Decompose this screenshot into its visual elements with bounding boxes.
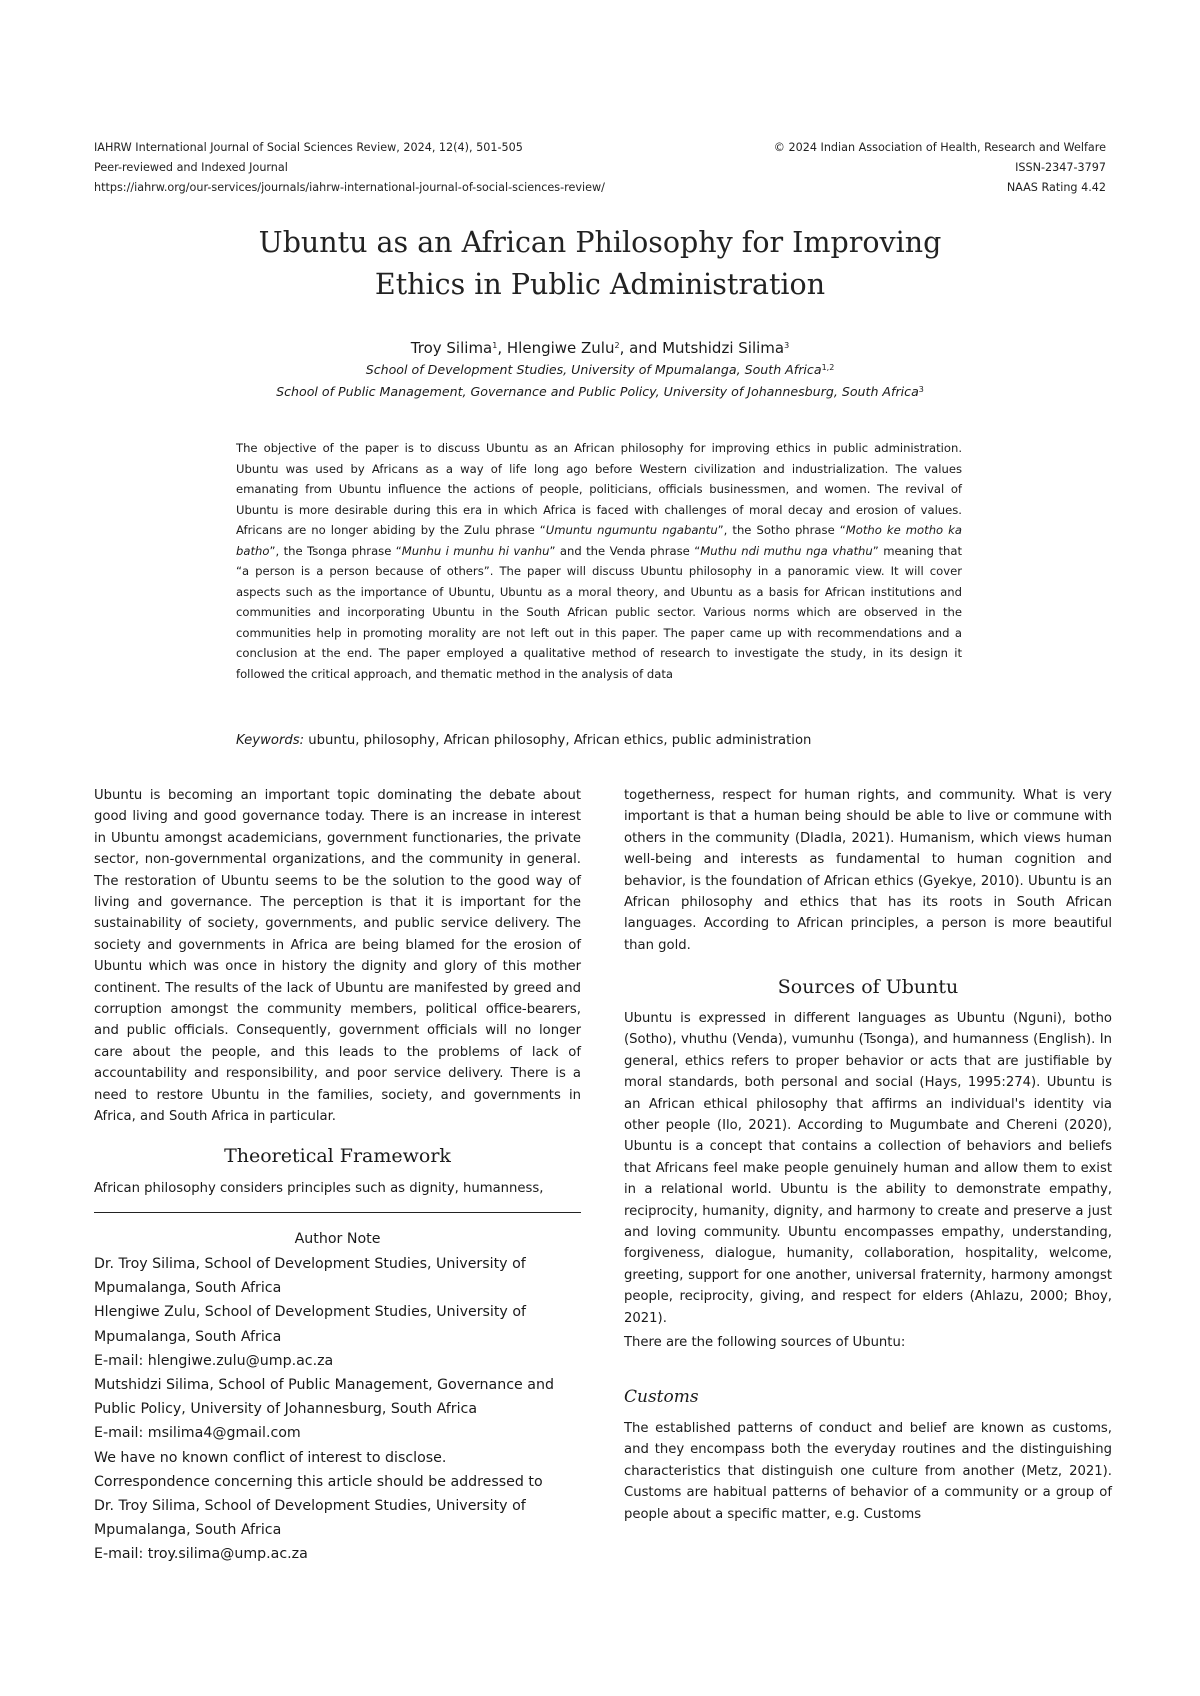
peer-review-note: Peer-reviewed and Indexed Journal bbox=[94, 161, 288, 174]
customs-text bbox=[624, 1418, 1112, 1525]
paper-title-line-1: Ubuntu as an African Philosophy for Improving bbox=[258, 226, 942, 259]
paper-title-line-2: Ethics in Public Administration bbox=[374, 268, 826, 301]
keywords-text: ubuntu, philosophy, African philosophy, African ethics, public administration bbox=[304, 733, 812, 748]
right-column-continuation bbox=[624, 785, 1112, 956]
author-1-affil-mark: 1 bbox=[492, 341, 498, 350]
abstract bbox=[236, 438, 962, 684]
left-column-intro bbox=[94, 785, 581, 1128]
affiliation-1 bbox=[0, 360, 1200, 380]
affiliation-2-text: School of Public Management, Governance and Public Policy, University of Johannesburg, South Africa bbox=[276, 384, 919, 399]
section-heading-sources-of-ubuntu: Sources of Ubuntu bbox=[777, 976, 959, 998]
naas-rating: NAAS Rating 4.42 bbox=[1006, 181, 1106, 194]
intro-paragraph: Ubuntu is becoming an important topic dominating the debate about good living and good governance today. There is an increase in interest in Ubuntu amongst academicians, government functionaries, the private sector, non-governmental organizations, and the community in general. The restoration of Ubuntu seems to be the solution to the good way of living and governance. The perception is that it is important for the sustainability of society, governments, and public service delivery. The society and governments in Africa are being blamed for the erosion of Ubuntu which was once in history the dignity and glory of this mother continent. The results of the lack of Ubuntu are manifested by greed and corruption amongst the community members, political office-bearers, and public officials. Consequently, government officials will no longer care about the people, and this leads to the problems of lack of accountability and responsibility, and poor service delivery. There is a need to restore Ubuntu in the families, society, and governments in Africa, and South Africa in particular. bbox=[94, 788, 581, 1125]
conflict-of-interest: We have no known conflict of interest to disclose. bbox=[94, 1449, 447, 1466]
author-3: Mutshidzi Silima bbox=[662, 339, 785, 357]
affiliation-2 bbox=[0, 382, 1200, 402]
author-note-line: Dr. Troy Silima, School of Development Studies, University of bbox=[94, 1498, 526, 1515]
sources-text bbox=[624, 1008, 1112, 1354]
author-separator: , bbox=[497, 339, 507, 357]
section-heading-theoretical-framework: Theoretical Framework bbox=[224, 1145, 451, 1167]
author-list bbox=[0, 337, 1200, 359]
author-3-affil-mark: 3 bbox=[784, 341, 790, 350]
journal-header-right bbox=[774, 138, 1106, 198]
abstract-text: ” and the Venda phrase “ bbox=[549, 543, 701, 558]
customs-paragraph: The established patterns of conduct and belief are known as customs, and they encompass both the everyday routines and the distinguishing characteristics that distinguish one culture from another (Metz, 2021). Customs are habitual patterns of behavior of a community or a group of people about a specific matter, e.g. Customs bbox=[624, 1421, 1112, 1522]
sources-list-intro: There are the following sources of Ubuntu: bbox=[624, 1335, 906, 1351]
author-note bbox=[94, 1252, 581, 1567]
keywords-label: Keywords: bbox=[236, 733, 305, 748]
journal-header-left bbox=[94, 138, 605, 198]
abstract-text: ” meaning that “a person is a person because of others”. The paper will discuss Ubuntu philosophy in a panoramic view. It will cover aspects such as the importance of Ubuntu, Ubuntu as a moral theory, and Ubuntu as a basis for African institutions and communities and incorporating Ubuntu in the South African public sector. Various norms which are observed in the communities help in promoting morality are not left out in this paper. The paper came up with recommendations and a conclusion at the end. The paper employed a qualitative method of research to investigate the study, in its design it followed the critical approach, and thematic method in the analysis of data bbox=[236, 543, 962, 681]
author-note-line: Mpumalanga, South Africa bbox=[94, 1328, 282, 1345]
journal-url[interactable]: https://iahrw.org/our-services/journals/iahrw-international-journal-of-social-sciences-review/ bbox=[94, 181, 605, 194]
author-note-line: Hlengiwe Zulu, School of Development Studies, University of bbox=[94, 1304, 526, 1321]
copyright-notice: © 2024 Indian Association of Health, Research and Welfare bbox=[773, 141, 1106, 154]
author-note-line: Dr. Troy Silima, School of Development Studies, University of bbox=[94, 1256, 526, 1272]
author-note-email[interactable]: E-mail: hlengiwe.zulu@ump.ac.za bbox=[94, 1352, 334, 1369]
author-note-line: Public Policy, University of Johannesburg, South Africa bbox=[94, 1401, 478, 1418]
abstract-text: ”, the Sotho phrase “ bbox=[717, 523, 846, 537]
tf-paragraph: African philosophy considers principles such as dignity, humanness, bbox=[94, 1181, 544, 1196]
author-note-line: Mpumalanga, South Africa bbox=[94, 1522, 282, 1539]
author-2-affil-mark: 2 bbox=[614, 341, 620, 350]
author-note-title: Author Note bbox=[294, 1231, 381, 1247]
journal-citation: IAHRW International Journal of Social Sciences Review, 2024, 12(4), 501-505 bbox=[94, 141, 523, 154]
author-2: Hlengiwe Zulu bbox=[506, 339, 615, 357]
sotho-phrase: Motho ke motho ka batho bbox=[236, 523, 962, 558]
affiliation-1-text: School of Development Studies, University of Mpumalanga, South Africa bbox=[365, 362, 822, 377]
affiliation-2-mark: 3 bbox=[918, 385, 924, 394]
issn: ISSN-2347-3797 bbox=[1015, 161, 1106, 174]
continuation-paragraph: togetherness, respect for human rights, and community. What is very important is that a human being should be able to live or commune with others in the community (Dladla, 2021). Humanism, which views human well-being and interests as fundamental to human cognition and behavior, is the foundation of African ethics (Gyekye, 2010). Ubuntu is an African philosophy and ethics that has its roots in South African languages. According to African principles, a person is more beautiful than gold. bbox=[624, 788, 1112, 953]
author-note-email[interactable]: E-mail: troy.silima@ump.ac.za bbox=[94, 1546, 308, 1563]
subsection-heading-customs: Customs bbox=[624, 1387, 699, 1407]
abstract-text: The objective of the paper is to discuss Ubuntu as an African philosophy for improving ethics in public administration. Ubuntu was used by Africans as a way of life long ago before Western civilization and industrialization. The values emanating from Ubuntu influence the actions of people, politicians, officials businessmen, and women. The revival of Ubuntu is more desirable during this era in which Africa is faced with challenges of moral decay and erosion of values. Africans are no longer abiding by the Zulu phrase “ bbox=[236, 441, 962, 537]
author-note-line: Mutshidzi Silima, School of Public Management, Governance and bbox=[94, 1377, 554, 1394]
venda-phrase: Muthu ndi muthu nga vhathu bbox=[700, 543, 873, 558]
theoretical-framework-text bbox=[94, 1178, 581, 1199]
author-1: Troy Silima bbox=[410, 339, 493, 357]
sources-paragraph: Ubuntu is expressed in different languages as Ubuntu (Nguni), botho (Sotho), vhuthu (Venda), vumunhu (Tsonga), and humanness (English). In general, ethics refers to proper behavior or acts that are justifiable by moral standards, both personal and social (Hays, 1995:274). Ubuntu is an African ethical philosophy that affirms an individual's identity via other people (Ilo, 2021). According to Mugumbate and Chereni (2020), Ubuntu is a concept that contains a collection of behaviors and beliefs that Africans feel make people genuinely human and allow them to exist in a relational world. Ubuntu is the ability to demonstrate empathy, reciprocity, humanity, dignity, and harmony to create and preserve a just and loving community. Ubuntu encompasses empathy, understanding, forgiveness, dialogue, humanity, collaboration, hospitality, welcome, greeting, support for one another, universal fraternity, harmony amongst people, reciprocity, giving, and respect for elders (Ahlazu, 2000; Bhoy, 2021). bbox=[624, 1011, 1112, 1326]
abstract-text: ”, the Tsonga phrase “ bbox=[269, 543, 402, 558]
zulu-phrase: Umuntu ngumuntu ngabantu bbox=[545, 523, 718, 537]
keywords bbox=[236, 731, 962, 751]
paper-title bbox=[0, 222, 1200, 306]
author-separator: , and bbox=[619, 339, 663, 357]
correspondence-line: Correspondence concerning this article should be addressed to bbox=[94, 1473, 543, 1490]
affiliation-1-mark: 1,2 bbox=[821, 363, 835, 372]
footnote-divider bbox=[94, 1212, 581, 1213]
author-note-line: Mpumalanga, South Africa bbox=[94, 1280, 282, 1297]
tsonga-phrase: Munhu i munhu hi vanhu bbox=[401, 543, 550, 558]
author-note-email[interactable]: E-mail: msilima4@gmail.com bbox=[94, 1425, 301, 1442]
